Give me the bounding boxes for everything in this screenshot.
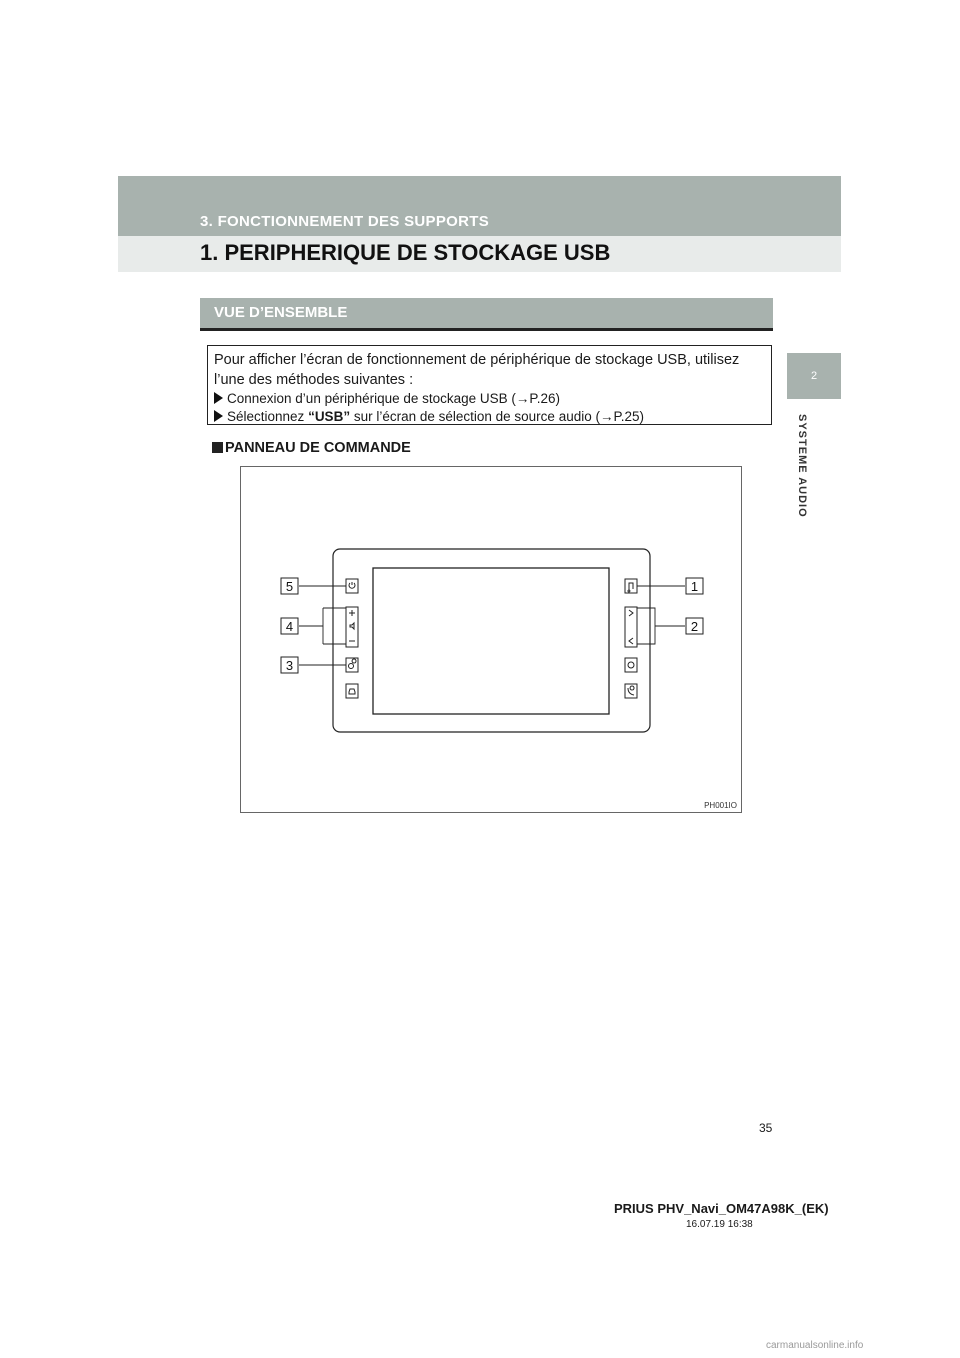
document-date: 16.07.19 16:38 xyxy=(686,1219,753,1230)
bullet-arrow-icon xyxy=(214,392,223,404)
unit-screen xyxy=(373,568,609,714)
chapter-label: SYSTEME AUDIO xyxy=(796,414,808,518)
callout-3: 3 xyxy=(285,658,294,673)
bullet-keyword: “USB” xyxy=(308,409,351,424)
section-label: 3. FONCTIONNEMENT DES SUPPORTS xyxy=(200,213,490,230)
page-title: 1. PERIPHERIQUE DE STOCKAGE USB xyxy=(200,240,611,265)
bullet-text: Connexion d’un périphérique de stockage USB (→P.26) xyxy=(227,391,560,406)
bullet-suffix: sur l’écran de sélection de source audio (→P.25) xyxy=(350,409,644,424)
page-number: 35 xyxy=(759,1121,773,1135)
callout-2: 2 xyxy=(690,619,699,634)
control-panel-illustration xyxy=(241,467,743,814)
square-bullet-icon xyxy=(212,442,223,453)
overview-intro: Pour afficher l’écran de fonctionnement de périphérique de stockage USB, utilisez l’une des méthodes suivantes : xyxy=(214,352,740,388)
overview-title: VUE D’ENSEMBLE xyxy=(214,304,348,321)
callout-4: 4 xyxy=(285,619,294,634)
figure-id: PH001IO xyxy=(704,801,737,810)
overview-rule xyxy=(200,328,773,331)
bullet-usb-connection xyxy=(214,390,765,408)
panel-heading-text: PANNEAU DE COMMANDE xyxy=(225,440,411,456)
bullet-arrow-icon xyxy=(214,410,223,422)
overview-box xyxy=(207,345,772,425)
control-panel-figure xyxy=(240,466,742,813)
document-id: PRIUS PHV_Navi_OM47A98K_(EK) xyxy=(614,1201,829,1216)
callout-1: 1 xyxy=(690,579,699,594)
bullet-select-usb xyxy=(214,408,765,426)
chapter-tab: 2 xyxy=(787,353,841,399)
watermark: carmanualsonline.info xyxy=(766,1340,864,1351)
bullet-prefix: Sélectionnez xyxy=(227,409,309,424)
panel-heading xyxy=(212,440,411,456)
callout-5: 5 xyxy=(285,579,294,594)
